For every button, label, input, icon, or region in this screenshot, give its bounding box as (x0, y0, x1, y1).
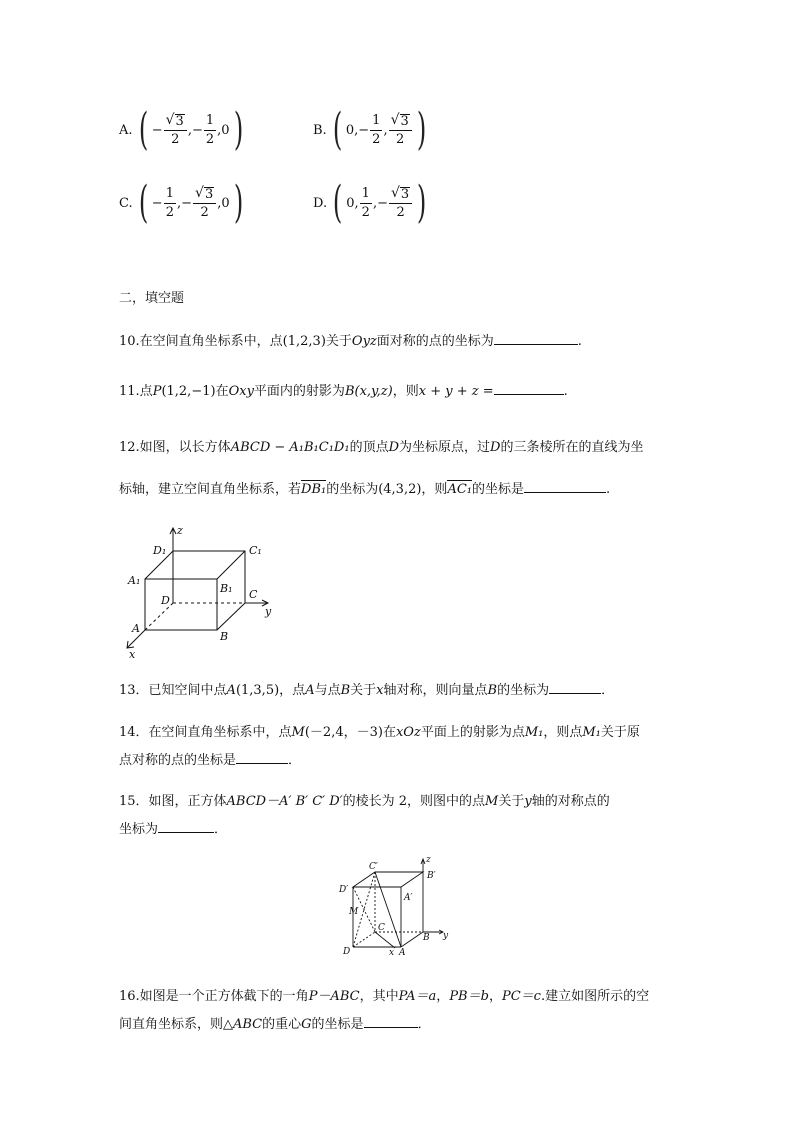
question-10: 10.在空间直角坐标系中，点(1,2,3)关于Oyz面对称的点的坐标为 . (119, 334, 582, 349)
option-c-letter: C. (119, 195, 133, 211)
label-ap: A′ (404, 893, 413, 903)
right-paren: ) (417, 177, 427, 228)
label-d: D (343, 947, 351, 957)
right-paren: ) (233, 177, 243, 228)
label-d1: D₁ (153, 544, 167, 557)
label-x: x (129, 648, 136, 660)
fraction-1-over-2: $\frac{1}{2}$ (372, 112, 381, 147)
head-value: 0, (345, 122, 359, 138)
label-c1: C₁ (249, 544, 262, 557)
label-d: D (161, 594, 170, 607)
right-paren: ) (416, 104, 427, 155)
question-16-line-1: 16.如图是一个正方体截下的一角P－ABC，其中PA＝a，PB＝b，PC＝c.建立如图所示的空 (119, 989, 650, 1004)
comma: , (372, 195, 378, 211)
answer-blank[interactable] (236, 763, 288, 764)
edge-ab (401, 932, 423, 947)
label-y: y (265, 605, 272, 618)
left-paren: ( (332, 177, 343, 228)
label-a1: A₁ (128, 574, 141, 587)
question-15-line-2: 坐标为 ． (119, 822, 228, 837)
fraction-sqrt3-over-2: √ 3 2 (193, 185, 216, 221)
figure-12-cuboid (115, 520, 285, 660)
label-z: z (177, 524, 183, 537)
question-11: 11.点P(1,2,−1)在Oxy平面内的射影为B(x,y,z)，则x + y + z = . (119, 384, 568, 399)
section-title: 二，填空题 (119, 291, 185, 306)
minus-sign: − (151, 195, 163, 211)
answer-blank[interactable] (364, 1027, 418, 1028)
question-16-line-2: 间直角坐标系，则△ABC的重心G的坐标是 ． (119, 1017, 431, 1032)
answer-blank[interactable] (494, 394, 564, 395)
vector-db1: DB₁ (301, 482, 327, 497)
comma: , (383, 122, 388, 138)
fraction-1-over-2: $\frac{1}{2}$ (165, 185, 174, 220)
label-cp: C′ (369, 862, 378, 872)
label-y: y (443, 931, 449, 941)
question-12-line-1: 12.如图，以长方体ABCD − A₁B₁C₁D₁的顶点D为坐标原点，过D的三条棱所在的直线为坐 (119, 440, 644, 455)
question-14-line-1: 14．在空间直角坐标系中，点M(－2,4，－3)在xOz平面上的射影为点M₁，则点M₁关于原 (119, 725, 640, 740)
tail-value: ,0 (217, 195, 230, 211)
fraction-sqrt3-over-2: √ 3 2 (389, 185, 412, 221)
diagonal-cpa (375, 872, 401, 947)
edge-b1c1 (217, 551, 245, 579)
comma: , (187, 122, 192, 138)
figure-15-cube (335, 852, 465, 962)
answer-blank[interactable] (494, 344, 578, 345)
minus-sign: − (358, 122, 370, 138)
option-b[interactable] (313, 102, 430, 158)
minus-sign: − (191, 122, 203, 138)
fraction-1-over-2: $\frac{1}{2}$ (361, 185, 370, 220)
answer-blank[interactable] (158, 832, 214, 833)
label-dp: D′ (339, 885, 349, 895)
left-paren: ( (332, 104, 342, 155)
minus-sign: − (151, 122, 163, 138)
label-b: B (423, 933, 430, 943)
head-value: 0, (346, 195, 359, 211)
left-paren: ( (138, 104, 148, 155)
label-c: C (249, 588, 258, 601)
answer-blank[interactable] (524, 492, 606, 493)
vector-ac1: AC₁ (447, 482, 472, 497)
comma: , (176, 195, 182, 211)
label-x: x (389, 948, 395, 958)
minus-sign: − (377, 195, 388, 211)
top-face (353, 872, 423, 887)
label-bp: B′ (427, 871, 436, 881)
fraction-sqrt3-over-2: √ 3 2 (164, 112, 187, 148)
option-a[interactable] (119, 102, 247, 158)
fraction-1-over-2: $\frac{1}{2}$ (205, 112, 215, 147)
label-b1: B₁ (220, 582, 233, 595)
question-14-line-2: 点对称的点的坐标是 ． (119, 753, 302, 768)
left-paren: ( (138, 177, 148, 228)
front-face (145, 579, 217, 630)
answer-blank[interactable] (549, 693, 601, 694)
option-d-letter: D. (313, 195, 328, 211)
option-c[interactable] (119, 175, 247, 231)
label-z: z (426, 855, 431, 865)
label-m: M (349, 907, 359, 917)
question-15-line-1: 15．如图，正方体ABCD－A′ B′ C′ D′的棱长为 2，则图中的点M关于y轴的对称点的 (119, 794, 610, 809)
question-12-line-2: 标轴，建立空间直角坐标系，若DB₁的坐标为(4,3,2)，则AC₁的坐标是 . (119, 482, 611, 497)
x-axis (375, 932, 395, 948)
option-a-letter: A. (119, 122, 133, 138)
fraction-sqrt3-over-2: √ 3 2 (389, 112, 412, 148)
option-d[interactable] (313, 175, 430, 231)
label-b: B (220, 630, 229, 643)
minus-sign: − (181, 195, 193, 211)
hidden-edge-da (145, 603, 173, 630)
option-b-letter: B. (313, 122, 327, 138)
tail-value: ,0 (217, 122, 230, 138)
label-c: C (378, 923, 385, 933)
question-13: 13．已知空间中点A(1,3,5)，点A与点B关于x轴对称，则向量点B的坐标为 ． (119, 683, 615, 698)
label-a: A (132, 622, 140, 635)
right-paren: ) (233, 104, 243, 155)
label-a: A (399, 948, 406, 958)
